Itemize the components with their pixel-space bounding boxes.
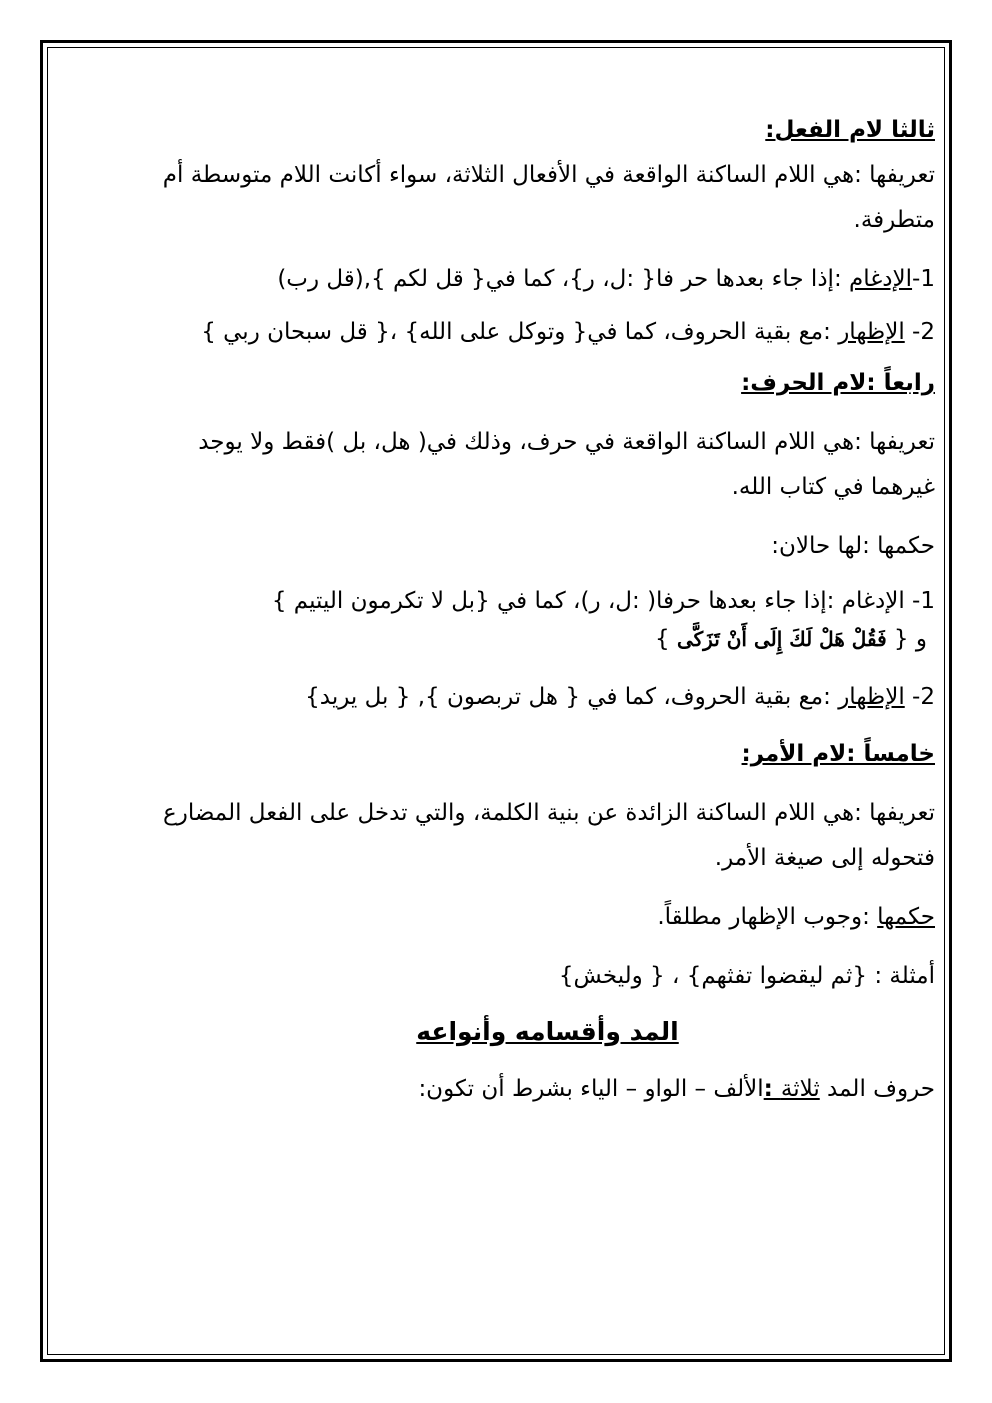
madd-count: ثلاثة bbox=[780, 1076, 820, 1102]
item-number: 1- bbox=[912, 266, 935, 292]
izhar-verb-lam bbox=[160, 310, 935, 355]
section-heading-particle-lam: رابعاً :لام الحرف: bbox=[741, 370, 935, 396]
rule-imperative-lam bbox=[160, 895, 935, 940]
item-number: 2- bbox=[904, 319, 935, 345]
definition-particle-lam: تعريفها :هي اللام الساكنة الواقعة في حرف، وذلك في( هل، بل )فقط ولا يوجد غيرهما في كتاب الله. bbox=[198, 429, 935, 500]
definition-imperative-lam: تعريفها :هي اللام الساكنة الزائدة عن بنية الكلمة، والتي تدخل على الفعل المضارع فتحوله إلى صيغة الأمر. bbox=[163, 800, 935, 871]
section-heading-imperative-lam: خامساً :لام الأمر: bbox=[741, 741, 935, 767]
idgham-particle-lam: 1- الإدغام :إذا جاء بعدها حرفا( :ل، ر)، كما في {بل لا تكرمون اليتيم } bbox=[271, 588, 935, 614]
item-number: 2- bbox=[904, 684, 935, 710]
rule-particle-lam: حكمها :لها حالان: bbox=[771, 533, 935, 559]
idgham-verb-lam bbox=[160, 257, 935, 302]
document-body bbox=[160, 108, 935, 1112]
quran-verse: فَقُلْ هَلْ لَكَ إِلَى أَنْ تَزَكَّى bbox=[676, 627, 887, 651]
izhar-description: :مع بقية الحروف، كما في { هل تربصون }, { بل يريد} bbox=[305, 684, 839, 710]
izhar-description: :مع بقية الحروف، كما في{ وتوكل على الله} ،{ قل سبحان ربي } bbox=[201, 319, 839, 345]
examples-imperative-lam: أمثلة : {ثم ليقضوا تفثهم} ، { وليخش} bbox=[558, 963, 935, 989]
idgham-description: :إذا جاء بعدها حر فا{ :ل، ر}، كما في{ قل لكم },(قل رب) bbox=[277, 266, 850, 292]
section-heading-verb-lam: ثالثا لام الفعل: bbox=[765, 117, 935, 143]
idgham-particle-verse-line bbox=[160, 619, 935, 659]
izhar-particle-lam bbox=[160, 675, 935, 720]
definition-verb-lam: تعريفها :هي اللام الساكنة الواقعة في الأفعال الثلاثة، سواء أكانت اللام متوسطة أم متطرفة. bbox=[162, 162, 935, 233]
madd-colon: : bbox=[763, 1076, 781, 1102]
rule-term: حكمها bbox=[877, 904, 935, 930]
rule-description: :وجوب الإظهار مطلقاً. bbox=[657, 904, 878, 930]
izhar-term: الإظهار bbox=[838, 319, 905, 345]
izhar-term: الإظهار bbox=[838, 684, 905, 710]
idgham-term: الإدغام bbox=[849, 266, 913, 292]
madd-letters-prefix: حروف المد bbox=[819, 1076, 935, 1102]
madd-letters bbox=[160, 1067, 935, 1112]
brace-close: } bbox=[655, 626, 677, 652]
conjunction: و { bbox=[886, 626, 927, 652]
madd-letters-list: الألف – الواو – الياء بشرط أن تكون: bbox=[418, 1076, 764, 1102]
madd-title: المد وأقسامه وأنواعه bbox=[416, 1017, 679, 1046]
